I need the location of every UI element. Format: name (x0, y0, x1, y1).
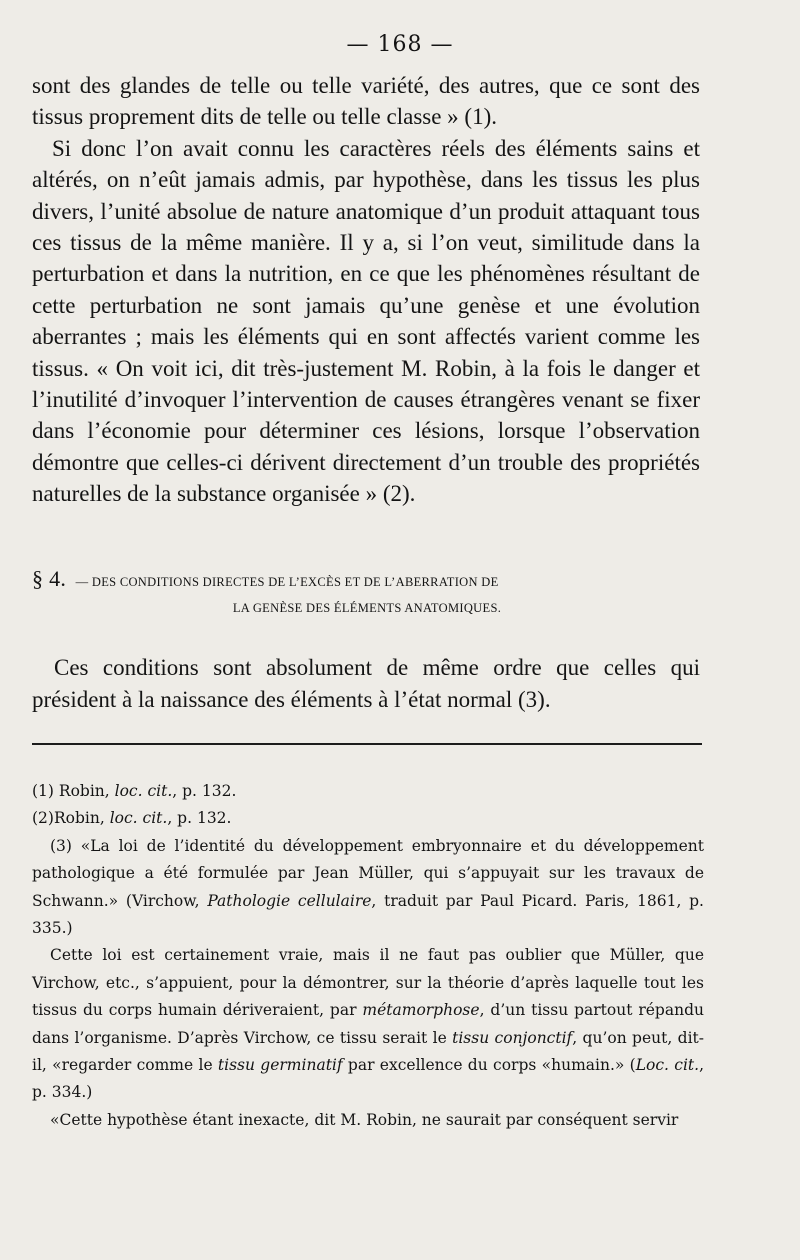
footnote-divider (32, 743, 702, 745)
footnotes (32, 778, 704, 1134)
footnote-1: (1) Robin, loc. cit., p. 132. (32, 782, 237, 800)
paragraph: sont des glandes de telle ou telle variété, des autres, que ce sont des tissus proprement dits de telle ou telle classe » (1). (32, 73, 700, 130)
paragraph: Si donc l’on avait connu les caractères réels des éléments sains et altérés, on n’eût jamais admis, par hypothèse, dans les tissus les plus divers, l’unité absolue de nature anatomique d’un produit attaquant tous ces tissus de la même manière. Il y a, si l’on veut, similitude dans la perturbation et dans la nutrition, en ce que les phénomènes résultant de cette perturbation ne sont jamais qu’une genèse et une évolution aberrantes ; mais les éléments qui en sont affectés varient comme les tissus. « On voit ici, dit très-justement M. Robin, à la fois le danger et l’inutilité d’invoquer l’intervention de causes étrangères venant se fixer dans l’économie pour déterminer ces lésions, lorsque l’observation démontre que celles-ci dérivent directement d’un trouble des propriétés naturelles de la substance organisée » (2). (32, 135, 700, 507)
paragraph: Ces conditions sont absolument de même ordre que celles qui président à la naissance des éléments à l’état normal (3). (32, 655, 700, 712)
footnote-3: (3) «La loi de l’identité du développement embryonnaire et du développement pathologique a été formulée par Jean Müller, qui s’appuyait sur les travaux de Schwann.» (Virchow, Pathologie cellulaire, traduit par Paul Picard. Paris, 1861, p. 335.) (32, 836, 704, 938)
section-dash: — (75, 575, 89, 589)
page-number: — 168 — (346, 32, 454, 57)
main-text (32, 70, 700, 510)
section-number: § 4. (32, 566, 67, 591)
section-heading (32, 566, 702, 621)
footnote-3-quote: «Cette hypothèse étant inexacte, dit M. Robin, ne saurait par conséquent servir (50, 1110, 679, 1129)
section-title-line1: DES CONDITIONS DIRECTES DE L’EXCÈS ET DE L’ABERRATION DE (91, 575, 499, 589)
footnote-2: (2)Robin, loc. cit., p. 132. (32, 809, 232, 828)
section-title-line2: LA GENÈSE DES ÉLÉMENTS ANATOMIQUES. (232, 601, 502, 615)
section-body (32, 652, 700, 716)
footnote-3-continued: Cette loi est certainement vraie, mais il ne faut pas oublier que Müller, que Virchow, etc., s’appuient, pour la démontrer, sur la théorie d’après laquelle tout les tissus du corps humain dériveraient, par métamorphose, d’un tissu partout répandu dans l’organisme. D’après Virchow, ce tissu serait le tissu conjonctif, qu’on peut, dit-il, «regarder comme le tissu germinatif par excellence du corps «humain.» (Loc. cit., p. 334.) (32, 946, 704, 1102)
